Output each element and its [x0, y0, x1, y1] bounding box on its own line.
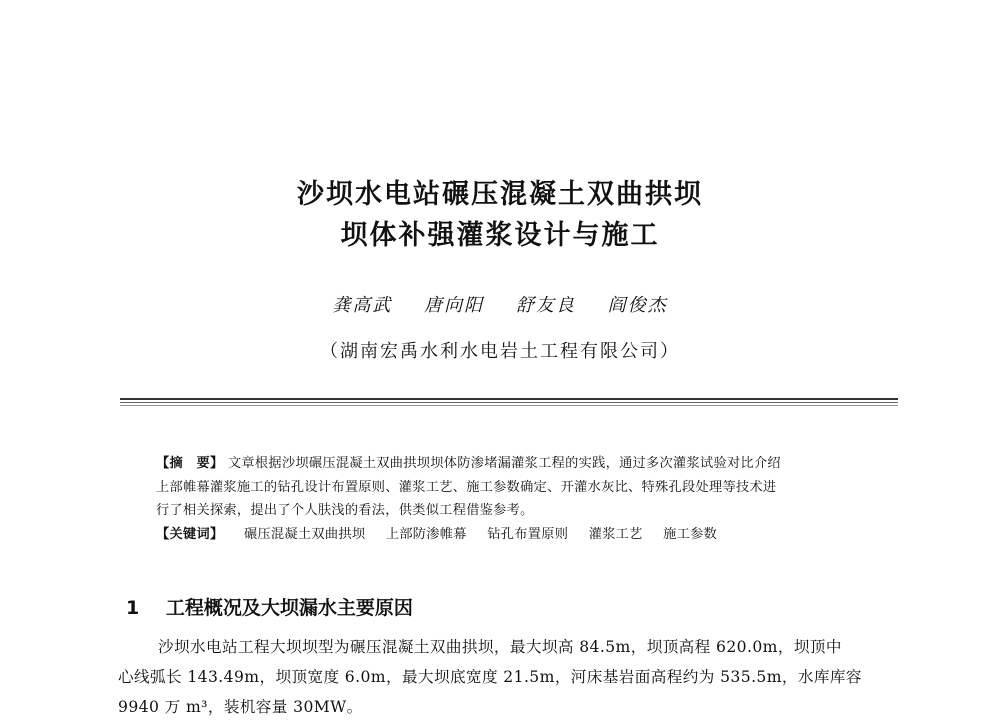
author-name: 龚高武: [332, 295, 393, 316]
keywords-line: [156, 523, 876, 547]
paper-title-line-2: 坝体补强灌浆设计与施工: [340, 220, 660, 251]
body-line: 9940 万 m³，装机容量 30MW。: [118, 698, 363, 716]
keyword: 灌浆工艺: [588, 526, 643, 542]
abstract-line: 上部帷幕灌浆施工的钻孔设计布置原则、灌浆工艺、施工参数确定、开灌水灰比、特殊孔段处理等技术进: [156, 479, 777, 495]
keyword: 钻孔布置原则: [487, 526, 569, 542]
divider-rule: [120, 398, 898, 400]
keyword: 上部防渗帷幕: [385, 526, 467, 542]
abstract-line: [156, 452, 876, 476]
affiliation: （湖南宏禹水利水电岩土工程有限公司）: [320, 341, 680, 362]
keyword: 施工参数: [663, 526, 718, 542]
section-heading: [126, 593, 413, 620]
abstract-block: [156, 452, 876, 546]
divider-rule: [120, 402, 898, 403]
keyword: 碾压混凝土双曲拱坝: [243, 526, 366, 542]
keywords-label: 【关键词】: [156, 526, 224, 542]
author-name: 阎俊杰: [607, 295, 668, 316]
section-title: 工程概况及大坝漏水主要原因: [165, 597, 413, 619]
abstract-text: 文章根据沙坝碾压混凝土双曲拱坝坝体防渗堵漏灌浆工程的实践，通过多次灌浆试验对比介绍: [227, 456, 781, 471]
abstract-line: 行了相关探索，提出了个人肤浅的看法，供类似工程借鉴参考。: [156, 503, 534, 519]
author-name: 舒友良: [515, 295, 576, 316]
author-name: 唐向阳: [424, 295, 485, 316]
body-line: 心线弧长 143.49m，坝顶宽度 6.0m，最大坝底宽度 21.5m，河床基岩面高程约为 535.5m，水库库容: [118, 668, 862, 686]
paper-title-line-1: 沙坝水电站碾压混凝土双曲拱坝: [297, 179, 703, 210]
body-paragraph: [118, 632, 898, 722]
section-number: 1: [126, 597, 140, 619]
abstract-label: 【摘 要】: [156, 456, 224, 471]
body-line: 沙坝水电站工程大坝坝型为碾压混凝土双曲拱坝，最大坝高 84.5m，坝顶高程 620.0m，坝顶中: [158, 638, 842, 656]
author-list: [0, 291, 1000, 317]
divider-rule: [120, 405, 898, 406]
